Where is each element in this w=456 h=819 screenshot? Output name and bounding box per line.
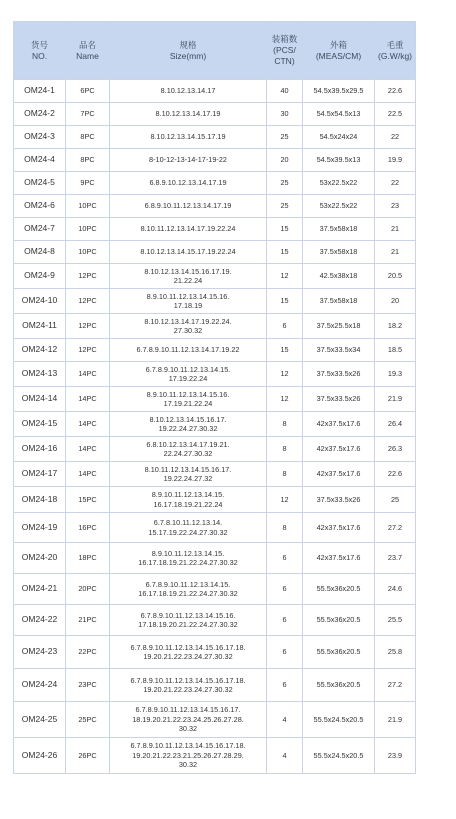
item-spec <box>110 605 267 636</box>
item-gross-weight: 26.3 <box>375 437 416 462</box>
item-spec <box>110 289 267 314</box>
item-number: OM24-14 <box>14 387 66 412</box>
item-carton-size: 37.5x33.5x26 <box>303 387 375 412</box>
item-carton-size: 54.5x24x24 <box>303 126 375 149</box>
item-pack-qty: 15 <box>267 218 303 241</box>
spec-line: 8.9.10.11.12.13.14.15.16. <box>146 389 230 399</box>
table-row <box>14 218 416 241</box>
header-pack-en-1: (PCS/ <box>273 45 296 55</box>
spec-line: 8.9.10.11.12.13.14.15. <box>151 490 225 499</box>
item-carton-size: 54.5x54.5x13 <box>303 103 375 126</box>
item-carton-size: 53x22.5x22 <box>303 195 375 218</box>
item-spec <box>110 80 267 103</box>
item-number: OM24-13 <box>14 362 66 387</box>
item-pack-qty: 8 <box>267 437 303 462</box>
item-name: 10PC <box>66 218 110 241</box>
item-carton-size: 42x37.5x17.6 <box>303 412 375 437</box>
spec-line: 8.10.12.13.14.17 <box>160 86 216 96</box>
spec-line: 8.9.10.11.12.13.14.15. <box>151 548 225 558</box>
spec-line: 19.20.21.22.23.24.27.30.32 <box>143 685 233 694</box>
header-no-en: NO. <box>31 50 48 61</box>
item-spec <box>110 636 267 669</box>
item-spec <box>110 339 267 362</box>
item-pack-qty: 12 <box>267 387 303 412</box>
item-pack-qty: 30 <box>267 103 303 126</box>
item-spec <box>110 314 267 339</box>
item-spec <box>110 574 267 605</box>
item-number: OM24-2 <box>14 103 66 126</box>
header-meas-cn: 外箱 <box>329 39 347 50</box>
item-name: 10PC <box>66 195 110 218</box>
item-spec <box>110 702 267 738</box>
item-carton-size: 42.5x38x18 <box>303 264 375 289</box>
item-number: OM24-10 <box>14 289 66 314</box>
item-gross-weight: 21 <box>375 241 416 264</box>
item-spec <box>110 149 267 172</box>
spec-line: 27.30.32 <box>173 326 203 335</box>
table-row <box>14 487 416 513</box>
spec-line: 6.7.8.9.10.11.12.13.14.15.16.17.18. <box>130 741 246 751</box>
item-spec <box>110 462 267 487</box>
spec-line: 15.17.19.22.24.27.30.32 <box>148 527 228 537</box>
item-name: 26PC <box>66 738 110 774</box>
item-pack-qty: 25 <box>267 126 303 149</box>
item-carton-size: 37.5x58x18 <box>303 241 375 264</box>
table-row <box>14 289 416 314</box>
header-weight <box>375 22 416 80</box>
spec-line: 8.10.11.12.13.14.15.16.17. <box>144 464 232 474</box>
item-number: OM24-16 <box>14 437 66 462</box>
item-gross-weight: 25.8 <box>375 636 416 669</box>
spec-line: 8.10.12.13.14.15.17.19.22.24 <box>140 247 236 257</box>
item-name: 21PC <box>66 605 110 636</box>
item-pack-qty: 15 <box>267 339 303 362</box>
table-row <box>14 241 416 264</box>
item-gross-weight: 22 <box>375 126 416 149</box>
table-row <box>14 195 416 218</box>
item-gross-weight: 26.4 <box>375 412 416 437</box>
table-row <box>14 362 416 387</box>
item-gross-weight: 19.3 <box>375 362 416 387</box>
item-pack-qty: 6 <box>267 543 303 574</box>
header-pack-en-2: CTN) <box>274 56 295 66</box>
item-gross-weight: 21.9 <box>375 702 416 738</box>
item-carton-size: 55.5x24.5x20.5 <box>303 738 375 774</box>
item-number: OM24-17 <box>14 462 66 487</box>
spec-line: 17.18.19.20.21.22.24.27.30.32 <box>138 620 238 629</box>
item-number: OM24-1 <box>14 80 66 103</box>
item-number: OM24-9 <box>14 264 66 289</box>
item-pack-qty: 12 <box>267 362 303 387</box>
item-number: OM24-25 <box>14 702 66 738</box>
item-name: 14PC <box>66 362 110 387</box>
item-gross-weight: 21 <box>375 218 416 241</box>
spec-line: 8.9.10.11.12.13.14.15.16. <box>146 291 230 301</box>
spec-line: 8.10.12.13.14.15.17.19 <box>150 132 226 142</box>
header-meas <box>303 22 375 80</box>
item-carton-size: 54.5x39.5x13 <box>303 149 375 172</box>
header-spec <box>110 22 267 80</box>
item-gross-weight: 20 <box>375 289 416 314</box>
item-carton-size: 55.5x36x20.5 <box>303 574 375 605</box>
spec-line: 19.22.24.27.30.32 <box>158 424 218 433</box>
item-carton-size: 53x22.5x22 <box>303 172 375 195</box>
header-spec-en: Size(mm) <box>169 50 207 61</box>
table-body <box>14 80 416 774</box>
spec-line: 8.10.12.13.14.17.19 <box>155 109 221 119</box>
table-row <box>14 669 416 702</box>
item-carton-size: 55.5x36x20.5 <box>303 669 375 702</box>
item-carton-size: 42x37.5x17.6 <box>303 462 375 487</box>
item-spec <box>110 437 267 462</box>
item-name: 14PC <box>66 387 110 412</box>
item-number: OM24-19 <box>14 513 66 543</box>
item-number: OM24-18 <box>14 487 66 513</box>
item-name: 25PC <box>66 702 110 738</box>
item-gross-weight: 27.2 <box>375 669 416 702</box>
table-row <box>14 412 416 437</box>
spec-line: 21.22.24 <box>173 276 203 285</box>
spec-line: 19.20.21.22.23.24.27.30.32 <box>143 652 233 661</box>
item-carton-size: 37.5x33.5x26 <box>303 362 375 387</box>
item-number: OM24-22 <box>14 605 66 636</box>
item-name: 14PC <box>66 462 110 487</box>
item-gross-weight: 22.6 <box>375 80 416 103</box>
item-pack-qty: 20 <box>267 149 303 172</box>
item-gross-weight: 23 <box>375 195 416 218</box>
item-name: 12PC <box>66 289 110 314</box>
item-number: OM24-6 <box>14 195 66 218</box>
item-spec <box>110 218 267 241</box>
table-row <box>14 543 416 574</box>
table-row <box>14 462 416 487</box>
item-carton-size: 37.5x58x18 <box>303 218 375 241</box>
item-spec <box>110 362 267 387</box>
table-row <box>14 702 416 738</box>
item-spec <box>110 264 267 289</box>
item-number: OM24-26 <box>14 738 66 774</box>
table-row <box>14 387 416 412</box>
header-spec-cn: 规格 <box>179 39 197 50</box>
spec-line: 8-10-12-13-14-17-19-22 <box>149 155 227 165</box>
item-pack-qty: 8 <box>267 412 303 437</box>
item-number: OM24-15 <box>14 412 66 437</box>
header-meas-en: (MEAS/CM) <box>315 50 362 61</box>
item-gross-weight: 20.5 <box>375 264 416 289</box>
spec-line: 19.20.21.22.23.21.25.26.27.28.29. <box>132 750 244 760</box>
table-row <box>14 339 416 362</box>
item-pack-qty: 25 <box>267 195 303 218</box>
item-spec <box>110 126 267 149</box>
item-name: 20PC <box>66 574 110 605</box>
item-carton-size: 37.5x58x18 <box>303 289 375 314</box>
item-pack-qty: 40 <box>267 80 303 103</box>
item-name: 8PC <box>66 149 110 172</box>
item-name: 23PC <box>66 669 110 702</box>
item-spec <box>110 195 267 218</box>
table-row <box>14 80 416 103</box>
item-pack-qty: 15 <box>267 241 303 264</box>
spec-line: 8.10.12.13.14.15.16.17. <box>149 414 227 424</box>
item-spec <box>110 543 267 574</box>
item-number: OM24-4 <box>14 149 66 172</box>
item-name: 14PC <box>66 437 110 462</box>
spec-line: 17.18.19 <box>173 301 203 310</box>
spec-line: 6.7.8.10.11.12.13.14. <box>153 518 223 527</box>
item-number: OM24-7 <box>14 218 66 241</box>
item-gross-weight: 22 <box>375 172 416 195</box>
item-spec <box>110 103 267 126</box>
header-name-en: Name <box>76 50 99 61</box>
spec-line: 17.19.22.24 <box>168 374 208 383</box>
spec-line: 8.10.12.13.14.15.16.17.19. <box>144 266 232 276</box>
table-row <box>14 738 416 774</box>
spec-line: 6.7.8.9.10.11.12.13.14.15. <box>145 364 231 374</box>
item-spec <box>110 487 267 513</box>
item-gross-weight: 22.6 <box>375 462 416 487</box>
table-row <box>14 574 416 605</box>
item-number: OM24-11 <box>14 314 66 339</box>
product-table <box>13 21 416 774</box>
table-row <box>14 636 416 669</box>
item-number: OM24-8 <box>14 241 66 264</box>
item-name: 12PC <box>66 339 110 362</box>
item-spec <box>110 412 267 437</box>
header-weight-cn: 毛重 <box>386 39 404 50</box>
spec-line: 6.7.8.9.10.11.12.13.14.15.16.17. <box>135 705 241 715</box>
table-row <box>14 314 416 339</box>
header-name <box>66 22 110 80</box>
item-carton-size: 42x37.5x17.6 <box>303 513 375 543</box>
table-row <box>14 437 416 462</box>
spec-line: 6.7.8.9.10.11.12.13.14.17.19.22 <box>136 345 240 355</box>
item-gross-weight: 18.2 <box>375 314 416 339</box>
spec-line: 16.17.18.19.21.22.24 <box>153 499 223 509</box>
item-spec <box>110 513 267 543</box>
item-name: 12PC <box>66 314 110 339</box>
spec-line: 16.17.18.19.21.22.24.27.30.32 <box>138 558 238 567</box>
item-name: 16PC <box>66 513 110 543</box>
item-name: 7PC <box>66 103 110 126</box>
item-pack-qty: 25 <box>267 172 303 195</box>
table-row <box>14 605 416 636</box>
item-carton-size: 37.5x33.5x26 <box>303 487 375 513</box>
spec-line: 17.19.21.22.24 <box>163 399 213 408</box>
item-gross-weight: 21.9 <box>375 387 416 412</box>
spec-line: 6.7.8.9.10.11.12.13.14.15. <box>145 579 231 589</box>
item-spec <box>110 738 267 774</box>
item-name: 10PC <box>66 241 110 264</box>
item-pack-qty: 12 <box>267 264 303 289</box>
spec-line: 8.10.12.13.14.17.19.22.24. <box>144 316 232 326</box>
item-gross-weight: 23.9 <box>375 738 416 774</box>
item-number: OM24-20 <box>14 543 66 574</box>
item-carton-size: 55.5x24.5x20.5 <box>303 702 375 738</box>
item-pack-qty: 4 <box>267 702 303 738</box>
item-number: OM24-21 <box>14 574 66 605</box>
header-pack <box>267 22 303 80</box>
spec-line: 6.7.8.9.10.11.12.13.14.15.16.17.18. <box>130 675 246 685</box>
item-number: OM24-3 <box>14 126 66 149</box>
spec-line: 16.17.18.19.21.22.24.27.30.32 <box>138 589 238 598</box>
item-gross-weight: 19.9 <box>375 149 416 172</box>
product-spec-sheet <box>13 21 415 774</box>
item-carton-size: 55.5x36x20.5 <box>303 636 375 669</box>
item-carton-size: 37.5x33.5x34 <box>303 339 375 362</box>
spec-line: 6.7.8.9.10.11.12.13.14.15.16.17.18. <box>130 642 246 652</box>
item-number: OM24-12 <box>14 339 66 362</box>
header-no-cn: 货号 <box>30 39 48 50</box>
item-carton-size: 55.5x36x20.5 <box>303 605 375 636</box>
spec-line: 6.8.10.12.13.14.17.19.21. <box>146 439 230 449</box>
item-pack-qty: 4 <box>267 738 303 774</box>
spec-line: 8.10.11.12.13.14.17.19.22.24 <box>140 224 236 234</box>
item-name: 9PC <box>66 172 110 195</box>
table-row <box>14 149 416 172</box>
item-pack-qty: 6 <box>267 314 303 339</box>
table-row <box>14 126 416 149</box>
table-row <box>14 264 416 289</box>
item-spec <box>110 669 267 702</box>
item-number: OM24-5 <box>14 172 66 195</box>
item-carton-size: 37.5x25.5x18 <box>303 314 375 339</box>
item-gross-weight: 23.7 <box>375 543 416 574</box>
item-spec <box>110 241 267 264</box>
table-row <box>14 172 416 195</box>
spec-line: 30.32 <box>178 760 198 770</box>
header-no <box>14 22 66 80</box>
item-name: 6PC <box>66 80 110 103</box>
item-gross-weight: 25.5 <box>375 605 416 636</box>
item-pack-qty: 6 <box>267 574 303 605</box>
item-gross-weight: 22.5 <box>375 103 416 126</box>
header-name-cn: 品名 <box>78 39 96 50</box>
item-name: 15PC <box>66 487 110 513</box>
spec-line: 6.8.9.10.12.13.14.17.19 <box>149 178 227 188</box>
spec-line: 19.22.24.27.32 <box>163 474 213 483</box>
spec-line: 30.32 <box>178 724 198 734</box>
item-name: 18PC <box>66 543 110 574</box>
item-gross-weight: 18.5 <box>375 339 416 362</box>
item-gross-weight: 25 <box>375 487 416 513</box>
header-pack-cn: 装箱数 <box>271 34 298 44</box>
item-number: OM24-23 <box>14 636 66 669</box>
item-gross-weight: 27.2 <box>375 513 416 543</box>
item-pack-qty: 8 <box>267 462 303 487</box>
item-pack-qty: 6 <box>267 636 303 669</box>
item-carton-size: 42x37.5x17.6 <box>303 543 375 574</box>
spec-line: 18.19.20.21.22.23.24.25.26.27.28. <box>132 714 244 724</box>
spec-line: 6.8.9.10.11.12.13.14.17.19 <box>144 201 232 211</box>
spec-line: 6.7.8.9.10.11.12.13.14.15.16. <box>140 610 236 620</box>
spec-line: 22.24.27.30.32 <box>163 449 213 458</box>
item-name: 12PC <box>66 264 110 289</box>
item-carton-size: 54.5x39.5x29.5 <box>303 80 375 103</box>
item-pack-qty: 6 <box>267 669 303 702</box>
item-pack-qty: 12 <box>267 487 303 513</box>
item-pack-qty: 6 <box>267 605 303 636</box>
item-gross-weight: 24.6 <box>375 574 416 605</box>
item-name: 14PC <box>66 412 110 437</box>
header-row <box>14 22 416 80</box>
item-spec <box>110 172 267 195</box>
item-spec <box>110 387 267 412</box>
table-row <box>14 513 416 543</box>
table-header <box>14 22 416 80</box>
header-weight-en: (G.W/kg) <box>378 50 412 61</box>
table-row <box>14 103 416 126</box>
item-pack-qty: 15 <box>267 289 303 314</box>
item-number: OM24-24 <box>14 669 66 702</box>
item-name: 8PC <box>66 126 110 149</box>
item-pack-qty: 8 <box>267 513 303 543</box>
item-name: 22PC <box>66 636 110 669</box>
item-carton-size: 42x37.5x17.6 <box>303 437 375 462</box>
